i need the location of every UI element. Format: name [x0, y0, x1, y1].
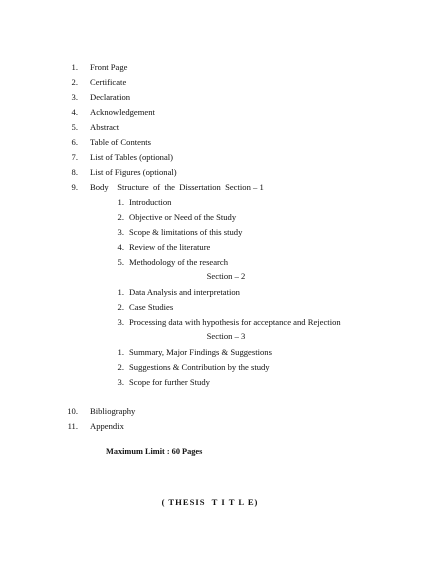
section-heading: Section – 3 [206, 331, 246, 341]
item-number: 2. [117, 362, 124, 372]
item-label: List of Tables (optional) [90, 152, 174, 162]
item-number: 10. [67, 406, 78, 416]
item-number: 2. [117, 212, 124, 222]
item-label: Body Structure of the Dissertation Section – 1 [90, 182, 264, 192]
item-label: Certificate [90, 77, 127, 87]
item-number: 4. [117, 242, 124, 252]
item-number: 1. [71, 62, 78, 72]
item-label: Scope for further Study [129, 377, 210, 387]
item-label: List of Figures (optional) [90, 167, 177, 177]
item-label: Case Studies [129, 302, 174, 312]
item-label: Bibliography [90, 406, 136, 416]
item-number: 2. [71, 77, 78, 87]
item-label: Abstract [90, 122, 120, 132]
page-limit-note: Maximum Limit : 60 Pages [106, 447, 203, 456]
item-number: 1. [117, 347, 124, 357]
item-label: Table of Contents [90, 137, 151, 147]
item-number: 3. [71, 92, 78, 102]
item-label: Front Page [90, 62, 128, 72]
item-label: Scope & limitations of this study [129, 227, 243, 237]
item-label: Appendix [90, 421, 124, 431]
item-number: 3. [117, 377, 124, 387]
item-number: 5. [117, 257, 124, 267]
item-label: Objective or Need of the Study [129, 212, 237, 222]
item-label: Methodology of the research [129, 257, 229, 267]
section-heading: Section – 2 [206, 271, 246, 281]
item-number: 1. [117, 287, 124, 297]
item-number: 5. [71, 122, 78, 132]
item-label: Review of the literature [129, 242, 211, 252]
item-number: 9. [71, 182, 78, 192]
item-number: 11. [67, 421, 78, 431]
item-number: 3. [117, 317, 124, 327]
item-label: Data Analysis and interpretation [129, 287, 240, 297]
item-number: 8. [71, 167, 78, 177]
item-label: Summary, Major Findings & Suggestions [129, 347, 272, 357]
item-label: Introduction [129, 197, 172, 207]
item-number: 7. [71, 152, 78, 162]
item-label: Declaration [90, 92, 131, 102]
item-label: Suggestions & Contribution by the study [129, 362, 270, 372]
item-number: 1. [117, 197, 124, 207]
item-number: 2. [117, 302, 124, 312]
item-number: 4. [71, 107, 78, 117]
item-label: Processing data with hypothesis for acceptance and Rejection [129, 317, 341, 327]
item-number: 3. [117, 227, 124, 237]
thesis-title: ( THESIS T I T L E) [161, 497, 259, 507]
item-number: 6. [71, 137, 78, 147]
item-label: Acknowledgement [90, 107, 155, 117]
